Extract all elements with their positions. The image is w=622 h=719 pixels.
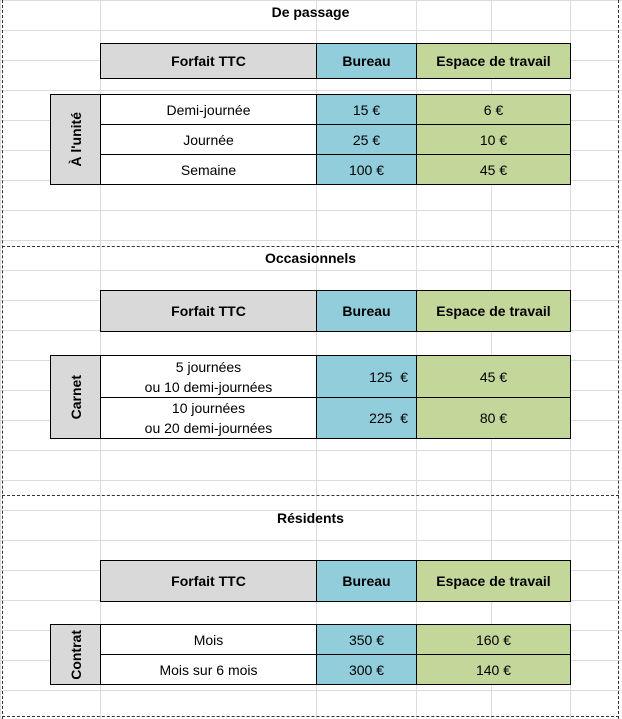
header-bureau[interactable]: Bureau xyxy=(316,290,417,332)
price-espace-10-journees[interactable]: 80 € xyxy=(416,397,571,439)
section-title-occasionnels: Occasionnels xyxy=(264,250,357,266)
price-espace-5-journees[interactable]: 45 € xyxy=(416,355,571,398)
row-label-line: 10 journées xyxy=(171,400,246,416)
header-espace-de-travail[interactable]: Espace de travail xyxy=(416,560,571,602)
row-label-5-journees[interactable] xyxy=(100,355,317,398)
price-bureau-mois[interactable]: 350 € xyxy=(316,624,417,655)
price-bureau-semaine[interactable]: 100 € xyxy=(316,154,417,185)
price-espace-mois[interactable]: 160 € xyxy=(416,624,571,655)
price-bureau-demi-journee[interactable]: 15 € xyxy=(316,94,417,125)
price-bureau-journee[interactable]: 25 € xyxy=(316,124,417,155)
group-label-text: Carnet xyxy=(67,374,84,420)
section-title-de-passage: De passage xyxy=(271,4,350,20)
header-espace-de-travail[interactable]: Espace de travail xyxy=(416,43,571,79)
row-label-mois[interactable]: Mois xyxy=(100,624,317,655)
price-bureau-5-journees[interactable]: 125 € xyxy=(316,355,417,398)
group-label-contrat[interactable] xyxy=(50,624,101,685)
price-bureau-10-journees[interactable]: 225 € xyxy=(316,397,417,439)
header-espace-de-travail[interactable]: Espace de travail xyxy=(416,290,571,332)
price-espace-semaine[interactable]: 45 € xyxy=(416,154,571,185)
header-bureau[interactable]: Bureau xyxy=(316,43,417,79)
print-area-border-bottom xyxy=(2,716,619,717)
page-break-divider xyxy=(2,246,619,247)
header-bureau[interactable]: Bureau xyxy=(316,560,417,602)
row-label-mois-sur-6-mois[interactable]: Mois sur 6 mois xyxy=(100,654,317,685)
header-forfait-ttc[interactable]: Forfait TTC xyxy=(100,43,317,79)
price-bureau-mois-sur-6-mois[interactable]: 300 € xyxy=(316,654,417,685)
row-label-semaine[interactable]: Semaine xyxy=(100,154,317,185)
print-area-border-left xyxy=(2,0,3,719)
header-forfait-ttc[interactable]: Forfait TTC xyxy=(100,560,317,602)
group-label-text: À l'unité xyxy=(67,112,84,167)
row-label-journee[interactable]: Journée xyxy=(100,124,317,155)
row-label-demi-journee[interactable]: Demi-journée xyxy=(100,94,317,125)
row-label-10-journees[interactable] xyxy=(100,397,317,439)
print-area-border-right xyxy=(618,0,619,719)
price-espace-mois-sur-6-mois[interactable]: 140 € xyxy=(416,654,571,685)
row-label-line: 5 journées xyxy=(175,358,242,375)
page-break-divider xyxy=(2,495,619,496)
section-title-residents: Résidents xyxy=(277,510,344,526)
row-label-line: ou 10 demi-journées xyxy=(144,378,273,395)
group-label-a-l-unite[interactable] xyxy=(50,94,101,185)
group-label-text: Contrat xyxy=(67,629,84,680)
header-forfait-ttc[interactable]: Forfait TTC xyxy=(100,290,317,332)
price-espace-demi-journee[interactable]: 6 € xyxy=(416,94,571,125)
price-espace-journee[interactable]: 10 € xyxy=(416,124,571,155)
row-label-line: ou 20 demi-journées xyxy=(144,420,273,436)
group-label-carnet[interactable] xyxy=(50,355,101,439)
